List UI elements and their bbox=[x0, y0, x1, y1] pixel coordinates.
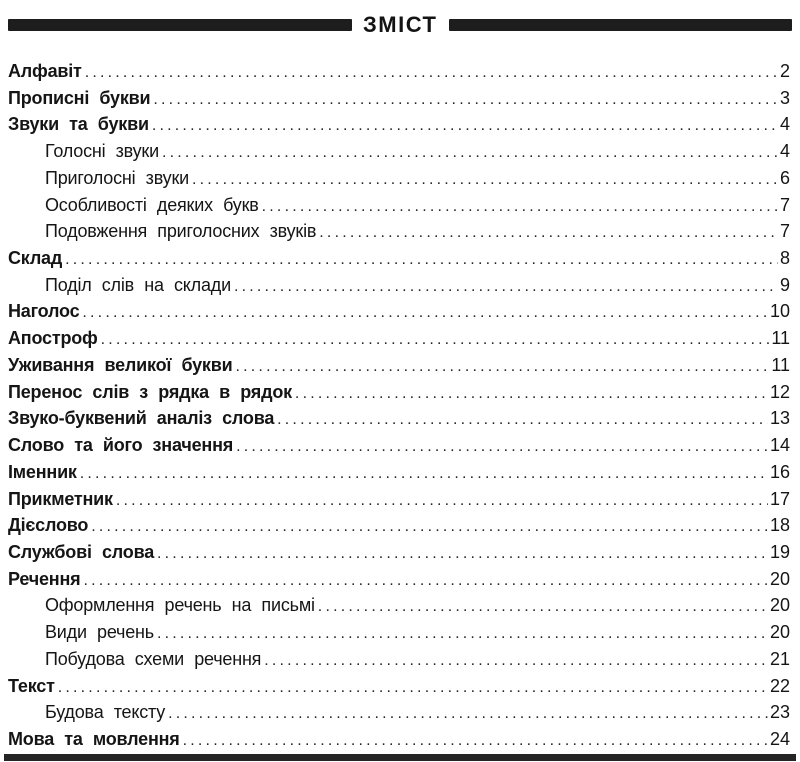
toc-entry-label: Прописні букви bbox=[8, 87, 151, 108]
toc-entry-page: 7 bbox=[779, 221, 790, 242]
toc-entry bbox=[8, 432, 790, 459]
dot-leader bbox=[116, 488, 768, 515]
toc-entry-label: Прикметник bbox=[8, 488, 113, 509]
dot-leader bbox=[318, 594, 768, 621]
dot-leader bbox=[80, 461, 768, 488]
dot-leader bbox=[192, 167, 778, 194]
toc-entry-label: Речення bbox=[8, 568, 81, 589]
dot-leader bbox=[91, 514, 768, 541]
toc-entry bbox=[8, 272, 790, 299]
toc-entry-page: 13 bbox=[769, 408, 790, 429]
footer-rule bbox=[4, 754, 796, 761]
dot-leader bbox=[168, 701, 768, 728]
dot-leader bbox=[83, 568, 768, 595]
toc-entry bbox=[8, 566, 790, 593]
dot-leader bbox=[157, 621, 768, 648]
toc-entry-label: Апостроф bbox=[8, 328, 98, 349]
toc-entry bbox=[8, 352, 790, 379]
toc-entry-label: Перенос слів з рядка в рядок bbox=[8, 381, 292, 402]
toc-entry-label: Поділ слів на склади bbox=[45, 274, 231, 295]
toc-entry-label: Слово та його значення bbox=[8, 435, 234, 456]
toc-entry-page: 20 bbox=[769, 568, 790, 589]
toc-entry-page: 11 bbox=[771, 328, 790, 349]
toc-entry-label: Будова тексту bbox=[45, 702, 166, 723]
toc-entry bbox=[8, 673, 790, 700]
toc-entry bbox=[8, 619, 790, 646]
toc-entry-page: 19 bbox=[769, 541, 790, 562]
dot-leader bbox=[162, 140, 778, 167]
dot-leader bbox=[58, 675, 768, 702]
toc-entry-page: 4 bbox=[779, 141, 790, 162]
toc-entry-page: 6 bbox=[779, 167, 790, 188]
dot-leader bbox=[183, 728, 768, 755]
toc-entry bbox=[8, 138, 790, 165]
toc-entry-label: Особливості деяких букв bbox=[45, 194, 259, 215]
toc-entry-label: Звуки та букви bbox=[8, 114, 149, 135]
toc-entry-page: 22 bbox=[769, 675, 790, 696]
dot-leader bbox=[153, 87, 778, 114]
dot-leader bbox=[319, 220, 778, 247]
toc-entry-page: 7 bbox=[779, 194, 790, 215]
dot-leader bbox=[152, 113, 778, 140]
toc-entry-page: 12 bbox=[769, 381, 790, 402]
header-rule-right bbox=[449, 19, 793, 31]
dot-leader bbox=[262, 194, 778, 221]
toc-entry bbox=[8, 245, 790, 272]
toc-entry-page: 17 bbox=[769, 488, 790, 509]
toc-entry-label: Службові слова bbox=[8, 541, 155, 562]
page-title: ЗМІСТ bbox=[363, 12, 438, 37]
toc-entry-page: 11 bbox=[771, 354, 790, 375]
toc-entry-page: 23 bbox=[769, 702, 790, 723]
toc-entry bbox=[8, 325, 790, 352]
toc-entry-label: Алфавіт bbox=[8, 61, 82, 81]
toc-entry bbox=[8, 58, 790, 85]
toc-entry bbox=[8, 539, 790, 566]
toc-entry bbox=[8, 486, 790, 513]
toc-entry-label: Подовження приголосних звуків bbox=[45, 221, 317, 242]
toc-entry-page: 20 bbox=[769, 622, 790, 643]
toc-entry-label: Приголосні звуки bbox=[45, 167, 189, 188]
toc-entry-label: Текст bbox=[8, 675, 55, 696]
toc-entry-label: Звуко-буквений аналіз слова bbox=[8, 408, 275, 429]
toc-entry bbox=[8, 405, 790, 432]
toc-entry bbox=[8, 111, 790, 138]
toc-entry bbox=[8, 379, 790, 406]
toc-entry bbox=[8, 165, 790, 192]
dot-leader bbox=[277, 407, 768, 434]
toc-entry-label: Голосні звуки bbox=[45, 141, 159, 162]
dot-leader bbox=[295, 381, 768, 408]
toc-entry bbox=[8, 646, 790, 673]
toc-entry-label: Наголос bbox=[8, 301, 80, 322]
dot-leader bbox=[82, 300, 768, 327]
toc-entry-label: Уживання великої букви bbox=[8, 354, 233, 375]
toc-entry-page: 18 bbox=[769, 515, 790, 536]
toc-entry-page: 10 bbox=[769, 301, 790, 322]
dot-leader bbox=[235, 354, 769, 381]
toc-entry bbox=[8, 192, 790, 219]
toc-entry bbox=[8, 85, 790, 112]
dot-leader bbox=[101, 327, 770, 354]
toc-entry-page: 21 bbox=[769, 648, 790, 669]
toc-entry-page: 20 bbox=[769, 595, 790, 616]
toc-entry-label: Мова та мовлення bbox=[8, 728, 180, 749]
toc-entry-label: Склад bbox=[8, 248, 63, 269]
dot-leader bbox=[85, 60, 778, 87]
toc-entry bbox=[8, 459, 790, 486]
toc-entry bbox=[8, 726, 790, 753]
toc-entry-page: 14 bbox=[769, 435, 790, 456]
dot-leader bbox=[236, 434, 768, 461]
toc-entry-label: Дієслово bbox=[8, 515, 89, 536]
toc-entry bbox=[8, 592, 790, 619]
dot-leader bbox=[264, 648, 768, 675]
toc-entry bbox=[8, 218, 790, 245]
toc-entry bbox=[8, 699, 790, 726]
toc-entry-label: Оформлення речень на письмі bbox=[45, 595, 315, 616]
toc-entry-label: Іменник bbox=[8, 461, 77, 482]
toc-entry bbox=[8, 512, 790, 539]
toc-entry-label: Види речень bbox=[45, 622, 154, 643]
toc-entry-page: 2 bbox=[779, 61, 790, 81]
toc-header bbox=[0, 0, 800, 38]
toc-entry-page: 4 bbox=[779, 114, 790, 135]
dot-leader bbox=[157, 541, 768, 568]
toc-entry bbox=[8, 298, 790, 325]
toc-entry-page: 8 bbox=[779, 248, 790, 269]
dot-leader bbox=[234, 274, 778, 301]
toc-entry-label: Побудова схеми речення bbox=[45, 648, 262, 669]
toc-entry-page: 3 bbox=[779, 87, 790, 108]
toc-entry-page: 16 bbox=[769, 461, 790, 482]
header-rule-left bbox=[8, 19, 352, 31]
dot-leader bbox=[65, 247, 778, 274]
toc-entry-page: 24 bbox=[769, 728, 790, 749]
toc-entry-page: 9 bbox=[779, 274, 790, 295]
toc-list bbox=[0, 38, 800, 753]
